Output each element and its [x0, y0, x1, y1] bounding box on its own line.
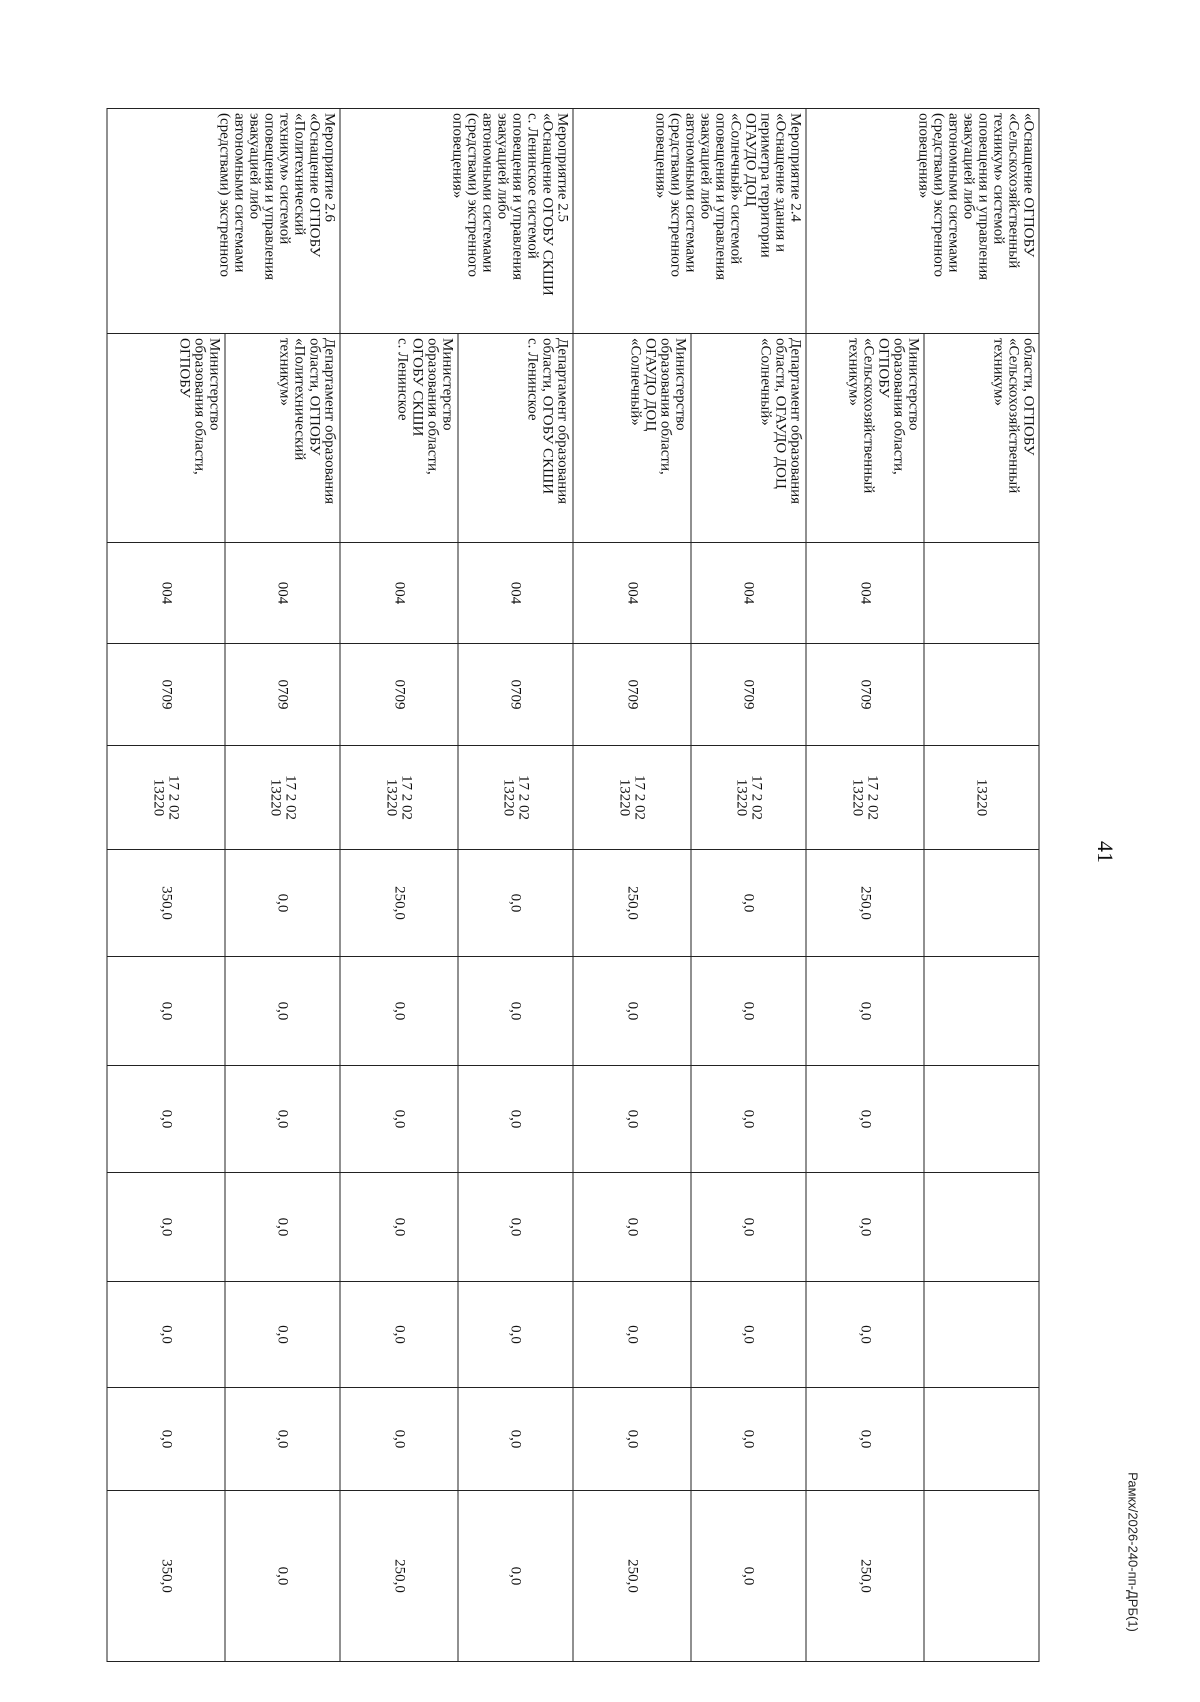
- value-cell: 350,0: [157, 885, 174, 920]
- value-cell: 0,0: [274, 1109, 291, 1128]
- executor-cell: Департамент образования области, ОГАУДО ДОЦ «Солнечный»: [757, 337, 804, 504]
- value-cell: 0,0: [856, 1324, 873, 1344]
- table-row: [923, 108, 1038, 1661]
- value-cell: 0,0: [157, 1429, 174, 1448]
- value-cell: 0,0: [623, 1217, 640, 1236]
- value-cell: 0,0: [856, 1001, 873, 1020]
- value-cell: 0,0: [507, 1429, 524, 1448]
- activity-name: Мероприятие 2.4 «Оснащение здания и периметра территории ОГАУДО ДОЦ «Солнечный» системой оповещения и управления эвакуацией либо автономными системами (средствами) экстренного оповещения»: [652, 112, 804, 280]
- table-row: [690, 108, 805, 1661]
- rzpr-cell: 0709: [623, 679, 640, 709]
- value-cell: 0,0: [740, 1001, 757, 1020]
- executor-cell: Министерство образования области, ОГАУДО ДОЦ «Солнечный»: [626, 337, 688, 475]
- value-cell: 0,0: [274, 1429, 291, 1448]
- value-cell: 0,0: [157, 1001, 174, 1020]
- grbs-cell: 004: [157, 581, 174, 604]
- activity-name: Мероприятие 2.6 «Оснащение ОГПОБУ «Политехнический техникум» системой оповещения и управления эвакуацией либо автономными системами (средствами) экстренного: [216, 112, 338, 280]
- executor-cell: Министерство образования области, ОГПОБУ «Сельскохозяйственный техникум»: [844, 337, 921, 493]
- executor-cell: Департамент образования области, ОГПОБУ «Политехнический техникум»: [276, 337, 338, 504]
- budget-table: [106, 108, 1039, 1662]
- activity-name: Мероприятие 2.5 «Оснащение ОГОБУ СКШИ с. Ленинское системой оповещения и управления эвакуацией либо автономными системами (средствами) экстренного оповещения»: [449, 112, 571, 296]
- csr-cell: 17 2 02 13220: [849, 774, 881, 820]
- value-cell: 250,0: [856, 1558, 873, 1593]
- rzpr-cell: 0709: [274, 679, 291, 709]
- value-cell: 0,0: [507, 1217, 524, 1236]
- value-cell: 0,0: [623, 1001, 640, 1020]
- value-cell: 0,0: [507, 893, 524, 912]
- value-cell: 0,0: [856, 1217, 873, 1236]
- table-row: [107, 108, 225, 1661]
- table-row: [224, 108, 339, 1661]
- value-cell: 250,0: [390, 1558, 407, 1593]
- grbs-cell: 004: [390, 581, 407, 604]
- value-cell: 0,0: [740, 1324, 757, 1344]
- executor-cell: Министерство образования области, ОГПОБУ: [175, 337, 222, 475]
- csr-cell: 17 2 02 13220: [616, 774, 648, 820]
- value-cell: 0,0: [507, 1566, 524, 1585]
- rzpr-cell: 0709: [856, 679, 873, 709]
- grbs-cell: 004: [740, 581, 757, 604]
- value-cell: 0,0: [856, 1429, 873, 1448]
- csr-cell: 17 2 02 13220: [266, 774, 298, 820]
- table-row: [340, 108, 458, 1661]
- rzpr-cell: 0709: [507, 679, 524, 709]
- grbs-cell: 004: [274, 581, 291, 604]
- csr-cell: 17 2 02 13220: [499, 774, 531, 820]
- rzpr-cell: 0709: [157, 679, 174, 709]
- value-cell: 0,0: [856, 1109, 873, 1128]
- executor-cell: Министерство образования области, ОГОБУ СКШИ с. Ленинское: [393, 337, 455, 475]
- csr-cell: 13220: [973, 778, 990, 816]
- table-row: [573, 108, 691, 1661]
- rotated-table-container: [106, 112, 1039, 1657]
- value-cell: 0,0: [390, 1429, 407, 1448]
- executor-cell: области, ОГПОБУ «Сельскохозяйственный техникум»: [990, 337, 1036, 493]
- value-cell: 250,0: [856, 885, 873, 920]
- grbs-cell: 004: [856, 581, 873, 604]
- grbs-cell: 004: [507, 581, 524, 604]
- csr-cell: 17 2 02 13220: [732, 774, 764, 820]
- table-row: [457, 108, 572, 1661]
- value-cell: 0,0: [274, 1324, 291, 1344]
- value-cell: 0,0: [740, 1217, 757, 1236]
- value-cell: 0,0: [507, 1001, 524, 1020]
- activity-name: «Оснащение ОГПОБУ «Сельскохозяйственный техникум» системой оповещения и управления эвакуацией либо автономными системами (средствами) экстренного оповещения»: [915, 112, 1036, 280]
- value-cell: 0,0: [157, 1217, 174, 1236]
- value-cell: 0,0: [623, 1324, 640, 1344]
- page-number: 41: [1093, 841, 1118, 863]
- value-cell: 0,0: [274, 1566, 291, 1585]
- value-cell: 0,0: [740, 1566, 757, 1585]
- rzpr-cell: 0709: [740, 679, 757, 709]
- csr-cell: 17 2 02 13220: [383, 774, 415, 820]
- value-cell: 0,0: [157, 1109, 174, 1128]
- value-cell: 0,0: [390, 1001, 407, 1020]
- value-cell: 0,0: [507, 1109, 524, 1128]
- executor-cell: Департамент образования области, ОГОБУ СКШИ с. Ленинское: [524, 337, 571, 504]
- rzpr-cell: 0709: [390, 679, 407, 709]
- value-cell: 0,0: [507, 1324, 524, 1344]
- value-cell: 0,0: [274, 893, 291, 912]
- value-cell: 0,0: [390, 1324, 407, 1344]
- value-cell: 0,0: [623, 1109, 640, 1128]
- value-cell: 350,0: [157, 1558, 174, 1593]
- value-cell: 0,0: [157, 1324, 174, 1344]
- value-cell: 0,0: [623, 1429, 640, 1448]
- grbs-cell: 004: [623, 581, 640, 604]
- value-cell: 0,0: [740, 1429, 757, 1448]
- table-row: [806, 108, 924, 1661]
- value-cell: 250,0: [390, 885, 407, 920]
- value-cell: 0,0: [274, 1217, 291, 1236]
- csr-cell: 17 2 02 13220: [150, 774, 182, 820]
- value-cell: 0,0: [740, 1109, 757, 1128]
- value-cell: 250,0: [623, 885, 640, 920]
- document-code: Рамкх/2026-240-пп-ДРБ(1): [1125, 1472, 1141, 1632]
- value-cell: 0,0: [390, 1109, 407, 1128]
- value-cell: 0,0: [274, 1001, 291, 1020]
- value-cell: 0,0: [740, 893, 757, 912]
- value-cell: 0,0: [390, 1217, 407, 1236]
- value-cell: 250,0: [623, 1558, 640, 1593]
